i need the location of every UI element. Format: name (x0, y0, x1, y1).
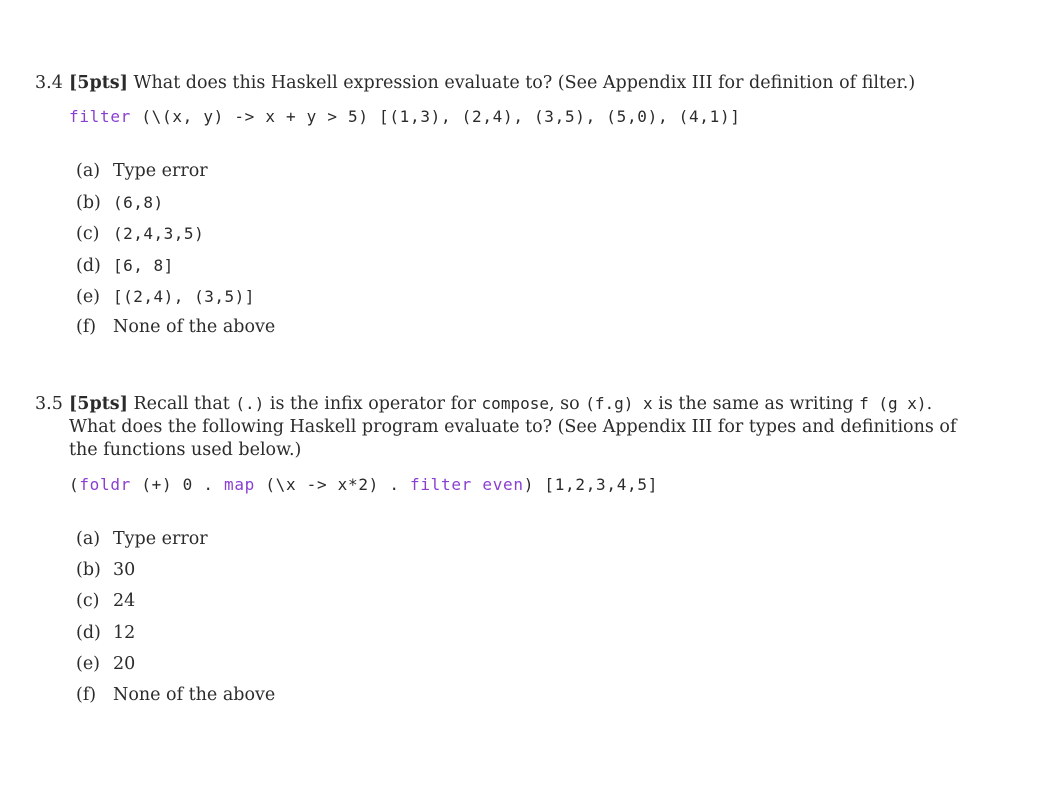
choice-letter: (f) (76, 316, 97, 337)
choice-text: Type error (113, 161, 208, 181)
choice-letter: (e) (76, 286, 101, 307)
choice-d[interactable] (76, 618, 965, 649)
choice-text: (2,4,3,5) (113, 224, 205, 244)
choice-e[interactable] (76, 281, 965, 312)
question-text: Recall that (133, 394, 230, 414)
question-text-line: the functions used below.) (69, 440, 302, 460)
choice-text: [6, 8] (113, 255, 174, 275)
choice-f[interactable] (76, 680, 965, 711)
points-label: [5pts] (69, 73, 128, 93)
choice-c[interactable] (76, 218, 965, 249)
code-keyword: filter (69, 107, 131, 126)
inline-code: (.) (235, 394, 265, 413)
choice-text: None of the above (113, 684, 276, 705)
question-3-4 (35, 72, 965, 343)
choice-b[interactable] (76, 187, 965, 218)
choice-c[interactable] (76, 586, 965, 617)
choice-letter: (c) (76, 224, 100, 245)
choice-letter: (a) (76, 161, 101, 181)
choice-letter: (a) (76, 529, 101, 549)
choice-e[interactable] (76, 649, 965, 680)
code-text (472, 475, 482, 494)
choice-letter: (c) (76, 591, 100, 612)
question-text: , so (548, 394, 580, 414)
choice-letter: (d) (76, 622, 101, 643)
choice-letter: (b) (76, 560, 101, 581)
choice-text: 24 (113, 591, 136, 612)
code-text: ) [1,2,3,4,5] (523, 475, 659, 494)
answer-choices (35, 524, 965, 711)
choice-f[interactable] (76, 312, 965, 343)
code-keyword: map (224, 475, 256, 494)
inline-code: f (g x) (859, 394, 927, 413)
choice-text: None of the above (113, 316, 276, 337)
question-text-line: What does the following Haskell program evaluate to? (See Appendix III for types and definitions of (69, 417, 957, 437)
inline-code: (f.g) x (585, 394, 653, 413)
choice-text: [(2,4), (3,5)] (113, 286, 255, 306)
choice-letter: (e) (76, 653, 101, 674)
question-text: . (926, 394, 933, 414)
code-keyword: filter (410, 475, 473, 494)
choice-d[interactable] (76, 250, 965, 281)
choice-letter: (b) (76, 193, 101, 214)
code-snippet (35, 107, 965, 126)
choice-letter: (f) (76, 684, 97, 705)
choice-text: Type error (113, 529, 208, 549)
choice-a[interactable] (76, 524, 965, 555)
choice-letter: (d) (76, 255, 101, 276)
code-text: (\(x, y) -> x + y > 5) [(1,3), (2,4), (3,5), (5,0), (4,1)] (131, 107, 741, 126)
question-number: 3.4 (35, 73, 63, 93)
answer-choices (35, 156, 965, 343)
code-snippet (35, 475, 965, 494)
choice-text: 12 (113, 622, 136, 643)
choice-b[interactable] (76, 555, 965, 586)
question-3-4-header (35, 72, 965, 95)
code-text: (+) 0 . (131, 475, 225, 494)
code-text: ( (69, 475, 80, 494)
code-keyword: even (482, 475, 524, 494)
question-3-5 (35, 392, 965, 711)
question-text: is the same as writing (658, 394, 854, 414)
choice-a[interactable] (76, 156, 965, 187)
question-text: is the infix operator for (269, 394, 476, 414)
choice-text: 20 (113, 653, 136, 674)
choice-text: 30 (113, 560, 136, 581)
question-text: What does this Haskell expression evaluate to? (See Appendix III for definition of filter.) (133, 73, 916, 93)
code-text: (\x -> x*2) . (255, 475, 411, 494)
inline-code: compose (481, 394, 549, 413)
question-number: 3.5 (35, 394, 63, 414)
question-3-5-header (35, 392, 965, 416)
code-keyword: foldr (79, 475, 132, 494)
points-label: [5pts] (69, 394, 128, 414)
choice-text: (6,8) (113, 193, 164, 213)
